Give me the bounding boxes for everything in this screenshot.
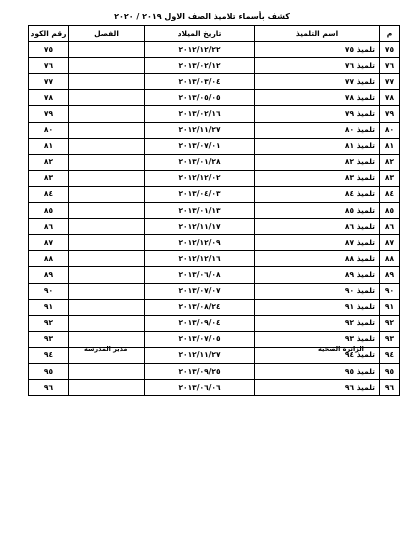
document-title: كشف بأسماء تلاميذ الصف الاول ٢٠١٩ / ٢٠٢٠	[114, 12, 290, 21]
cell-birth-date: ٢٠١٢/١٢/٠٢	[145, 170, 255, 186]
cell-class	[69, 380, 145, 396]
cell-student-name: تلميذ ٧٩	[255, 106, 380, 122]
cell-code-number: ٩٥	[29, 363, 69, 379]
cell-serial: ٩١	[380, 299, 400, 315]
cell-code-number: ٨٧	[29, 235, 69, 251]
cell-birth-date: ٢٠١٣/٠٧/٠٧	[145, 283, 255, 299]
header-class: الفصل	[69, 26, 145, 42]
cell-serial: ٨٩	[380, 267, 400, 283]
table-header-row	[29, 26, 400, 42]
cell-student-name: تلميذ ٨٧	[255, 235, 380, 251]
cell-student-name: تلميذ ٩٠	[255, 283, 380, 299]
table-row	[29, 315, 400, 331]
cell-birth-date: ٢٠١٣/٠٩/٠٤	[145, 315, 255, 331]
cell-birth-date: ٢٠١٣/٠٦/٠٨	[145, 267, 255, 283]
cell-class	[69, 122, 145, 138]
cell-code-number: ٨١	[29, 138, 69, 154]
cell-student-name: تلميذ ٨٦	[255, 219, 380, 235]
cell-birth-date: ٢٠١٣/٠١/١٣	[145, 203, 255, 219]
cell-birth-date: ٢٠١٢/١١/٢٧	[145, 347, 255, 363]
cell-class	[69, 363, 145, 379]
cell-code-number: ٩٣	[29, 331, 69, 347]
cell-serial: ٨٤	[380, 186, 400, 202]
cell-student-name: تلميذ ٩٣	[255, 331, 380, 347]
cell-serial: ٨٠	[380, 122, 400, 138]
table-row	[29, 251, 400, 267]
cell-birth-date: ٢٠١٣/٠٣/٠٤	[145, 74, 255, 90]
cell-serial: ٨٢	[380, 154, 400, 170]
cell-birth-date: ٢٠١٢/١١/٢٧	[145, 122, 255, 138]
cell-birth-date: ٢٠١٢/١١/١٧	[145, 219, 255, 235]
cell-code-number: ٩٢	[29, 315, 69, 331]
cell-student-name: تلميذ ٨٠	[255, 122, 380, 138]
cell-code-number: ٨٠	[29, 122, 69, 138]
cell-class	[69, 154, 145, 170]
cell-code-number: ٨٤	[29, 186, 69, 202]
cell-serial: ٧٨	[380, 90, 400, 106]
cell-class	[69, 219, 145, 235]
header-code-number: رقم الكود	[29, 26, 69, 42]
cell-birth-date: ٢٠١٣/٠٦/٠٦	[145, 380, 255, 396]
cell-student-name: تلميذ ٩٢	[255, 315, 380, 331]
cell-serial: ٨١	[380, 138, 400, 154]
cell-student-name: تلميذ ٩٦	[255, 380, 380, 396]
cell-student-name: تلميذ ٨٩	[255, 267, 380, 283]
table-row	[29, 170, 400, 186]
cell-serial: ٨٥	[380, 203, 400, 219]
cell-student-name: تلميذ ٨٥	[255, 203, 380, 219]
table-row	[29, 58, 400, 74]
cell-birth-date: ٢٠١٣/٠٤/٠٣	[145, 186, 255, 202]
cell-serial: ٩٦	[380, 380, 400, 396]
cell-serial: ٧٦	[380, 58, 400, 74]
cell-serial: ٩٠	[380, 283, 400, 299]
cell-student-name: تلميذ ٩٥	[255, 363, 380, 379]
table-row	[29, 267, 400, 283]
table-row	[29, 90, 400, 106]
cell-serial: ٩٢	[380, 315, 400, 331]
cell-birth-date: ٢٠١٣/٠٧/٠١	[145, 138, 255, 154]
header-serial: م	[380, 26, 400, 42]
cell-class	[69, 186, 145, 202]
table-row	[29, 122, 400, 138]
cell-student-name: تلميذ ٨٣	[255, 170, 380, 186]
cell-student-name: تلميذ ٨١	[255, 138, 380, 154]
table-row	[29, 299, 400, 315]
cell-code-number: ٩٠	[29, 283, 69, 299]
table-row	[29, 283, 400, 299]
table-row	[29, 138, 400, 154]
cell-student-name: تلميذ ٩١	[255, 299, 380, 315]
cell-serial: ٨٨	[380, 251, 400, 267]
cell-serial: ٩٣	[380, 331, 400, 347]
table-row	[29, 235, 400, 251]
cell-serial: ٨٦	[380, 219, 400, 235]
cell-student-name: تلميذ ٩٤	[255, 347, 380, 363]
cell-birth-date: ٢٠١٣/٠٢/١٢	[145, 58, 255, 74]
cell-class	[69, 106, 145, 122]
footer-health-visitor: الزائرة الصحية	[318, 345, 364, 353]
cell-code-number: ٧٧	[29, 74, 69, 90]
cell-class	[69, 58, 145, 74]
cell-student-name: تلميذ ٧٧	[255, 74, 380, 90]
table-row	[29, 203, 400, 219]
cell-code-number: ٨٨	[29, 251, 69, 267]
cell-birth-date: ٢٠١٣/٠٢/١٦	[145, 106, 255, 122]
cell-serial: ٨٧	[380, 235, 400, 251]
cell-birth-date: ٢٠١٣/٠٥/٠٥	[145, 90, 255, 106]
table-row	[29, 106, 400, 122]
cell-class	[69, 90, 145, 106]
cell-birth-date: ٢٠١٢/١٢/٠٩	[145, 235, 255, 251]
header-birth-date: تاريخ الميلاد	[145, 26, 255, 42]
table-body	[29, 42, 400, 396]
cell-class	[69, 203, 145, 219]
cell-student-name: تلميذ ٨٤	[255, 186, 380, 202]
cell-class	[69, 170, 145, 186]
table-row	[29, 154, 400, 170]
cell-serial: ٩٤	[380, 347, 400, 363]
cell-birth-date: ٢٠١٣/٠١/٢٨	[145, 154, 255, 170]
table-row	[29, 380, 400, 396]
cell-birth-date: ٢٠١٣/٠٩/٢٥	[145, 363, 255, 379]
cell-code-number: ٨٢	[29, 154, 69, 170]
cell-serial: ٧٥	[380, 42, 400, 58]
cell-class	[69, 74, 145, 90]
table-row	[29, 74, 400, 90]
cell-class	[69, 138, 145, 154]
table-row	[29, 42, 400, 58]
cell-code-number: ٩٤	[29, 347, 69, 363]
cell-serial: ٧٧	[380, 74, 400, 90]
cell-birth-date: ٢٠١٢/١٢/٢٢	[145, 42, 255, 58]
cell-serial: ٨٣	[380, 170, 400, 186]
cell-student-name: تلميذ ٧٨	[255, 90, 380, 106]
cell-birth-date: ٢٠١٣/٠٨/٢٤	[145, 299, 255, 315]
cell-serial: ٧٩	[380, 106, 400, 122]
cell-class	[69, 283, 145, 299]
cell-code-number: ٨٩	[29, 267, 69, 283]
table-row	[29, 186, 400, 202]
cell-code-number: ٨٥	[29, 203, 69, 219]
cell-code-number: ٧٦	[29, 58, 69, 74]
cell-class	[69, 42, 145, 58]
cell-code-number: ٨٦	[29, 219, 69, 235]
cell-code-number: ٧٩	[29, 106, 69, 122]
table-row	[29, 363, 400, 379]
cell-birth-date: ٢٠١٢/١٢/١٦	[145, 251, 255, 267]
cell-student-name: تلميذ ٧٥	[255, 42, 380, 58]
cell-class	[69, 315, 145, 331]
cell-class	[69, 251, 145, 267]
table-row	[29, 219, 400, 235]
cell-serial: ٩٥	[380, 363, 400, 379]
cell-birth-date: ٢٠١٣/٠٧/٠٥	[145, 331, 255, 347]
cell-code-number: ٧٨	[29, 90, 69, 106]
cell-code-number: ٧٥	[29, 42, 69, 58]
cell-code-number: ٩٦	[29, 380, 69, 396]
cell-code-number: ٨٣	[29, 170, 69, 186]
cell-student-name: تلميذ ٨٢	[255, 154, 380, 170]
cell-class	[69, 235, 145, 251]
cell-student-name: تلميذ ٧٦	[255, 58, 380, 74]
cell-code-number: ٩١	[29, 299, 69, 315]
cell-class	[69, 299, 145, 315]
students-table	[28, 25, 400, 396]
header-student-name: اسم التلميذ	[255, 26, 380, 42]
cell-class	[69, 267, 145, 283]
cell-student-name: تلميذ ٨٨	[255, 251, 380, 267]
footer-principal: مدير المدرسة	[84, 345, 128, 353]
